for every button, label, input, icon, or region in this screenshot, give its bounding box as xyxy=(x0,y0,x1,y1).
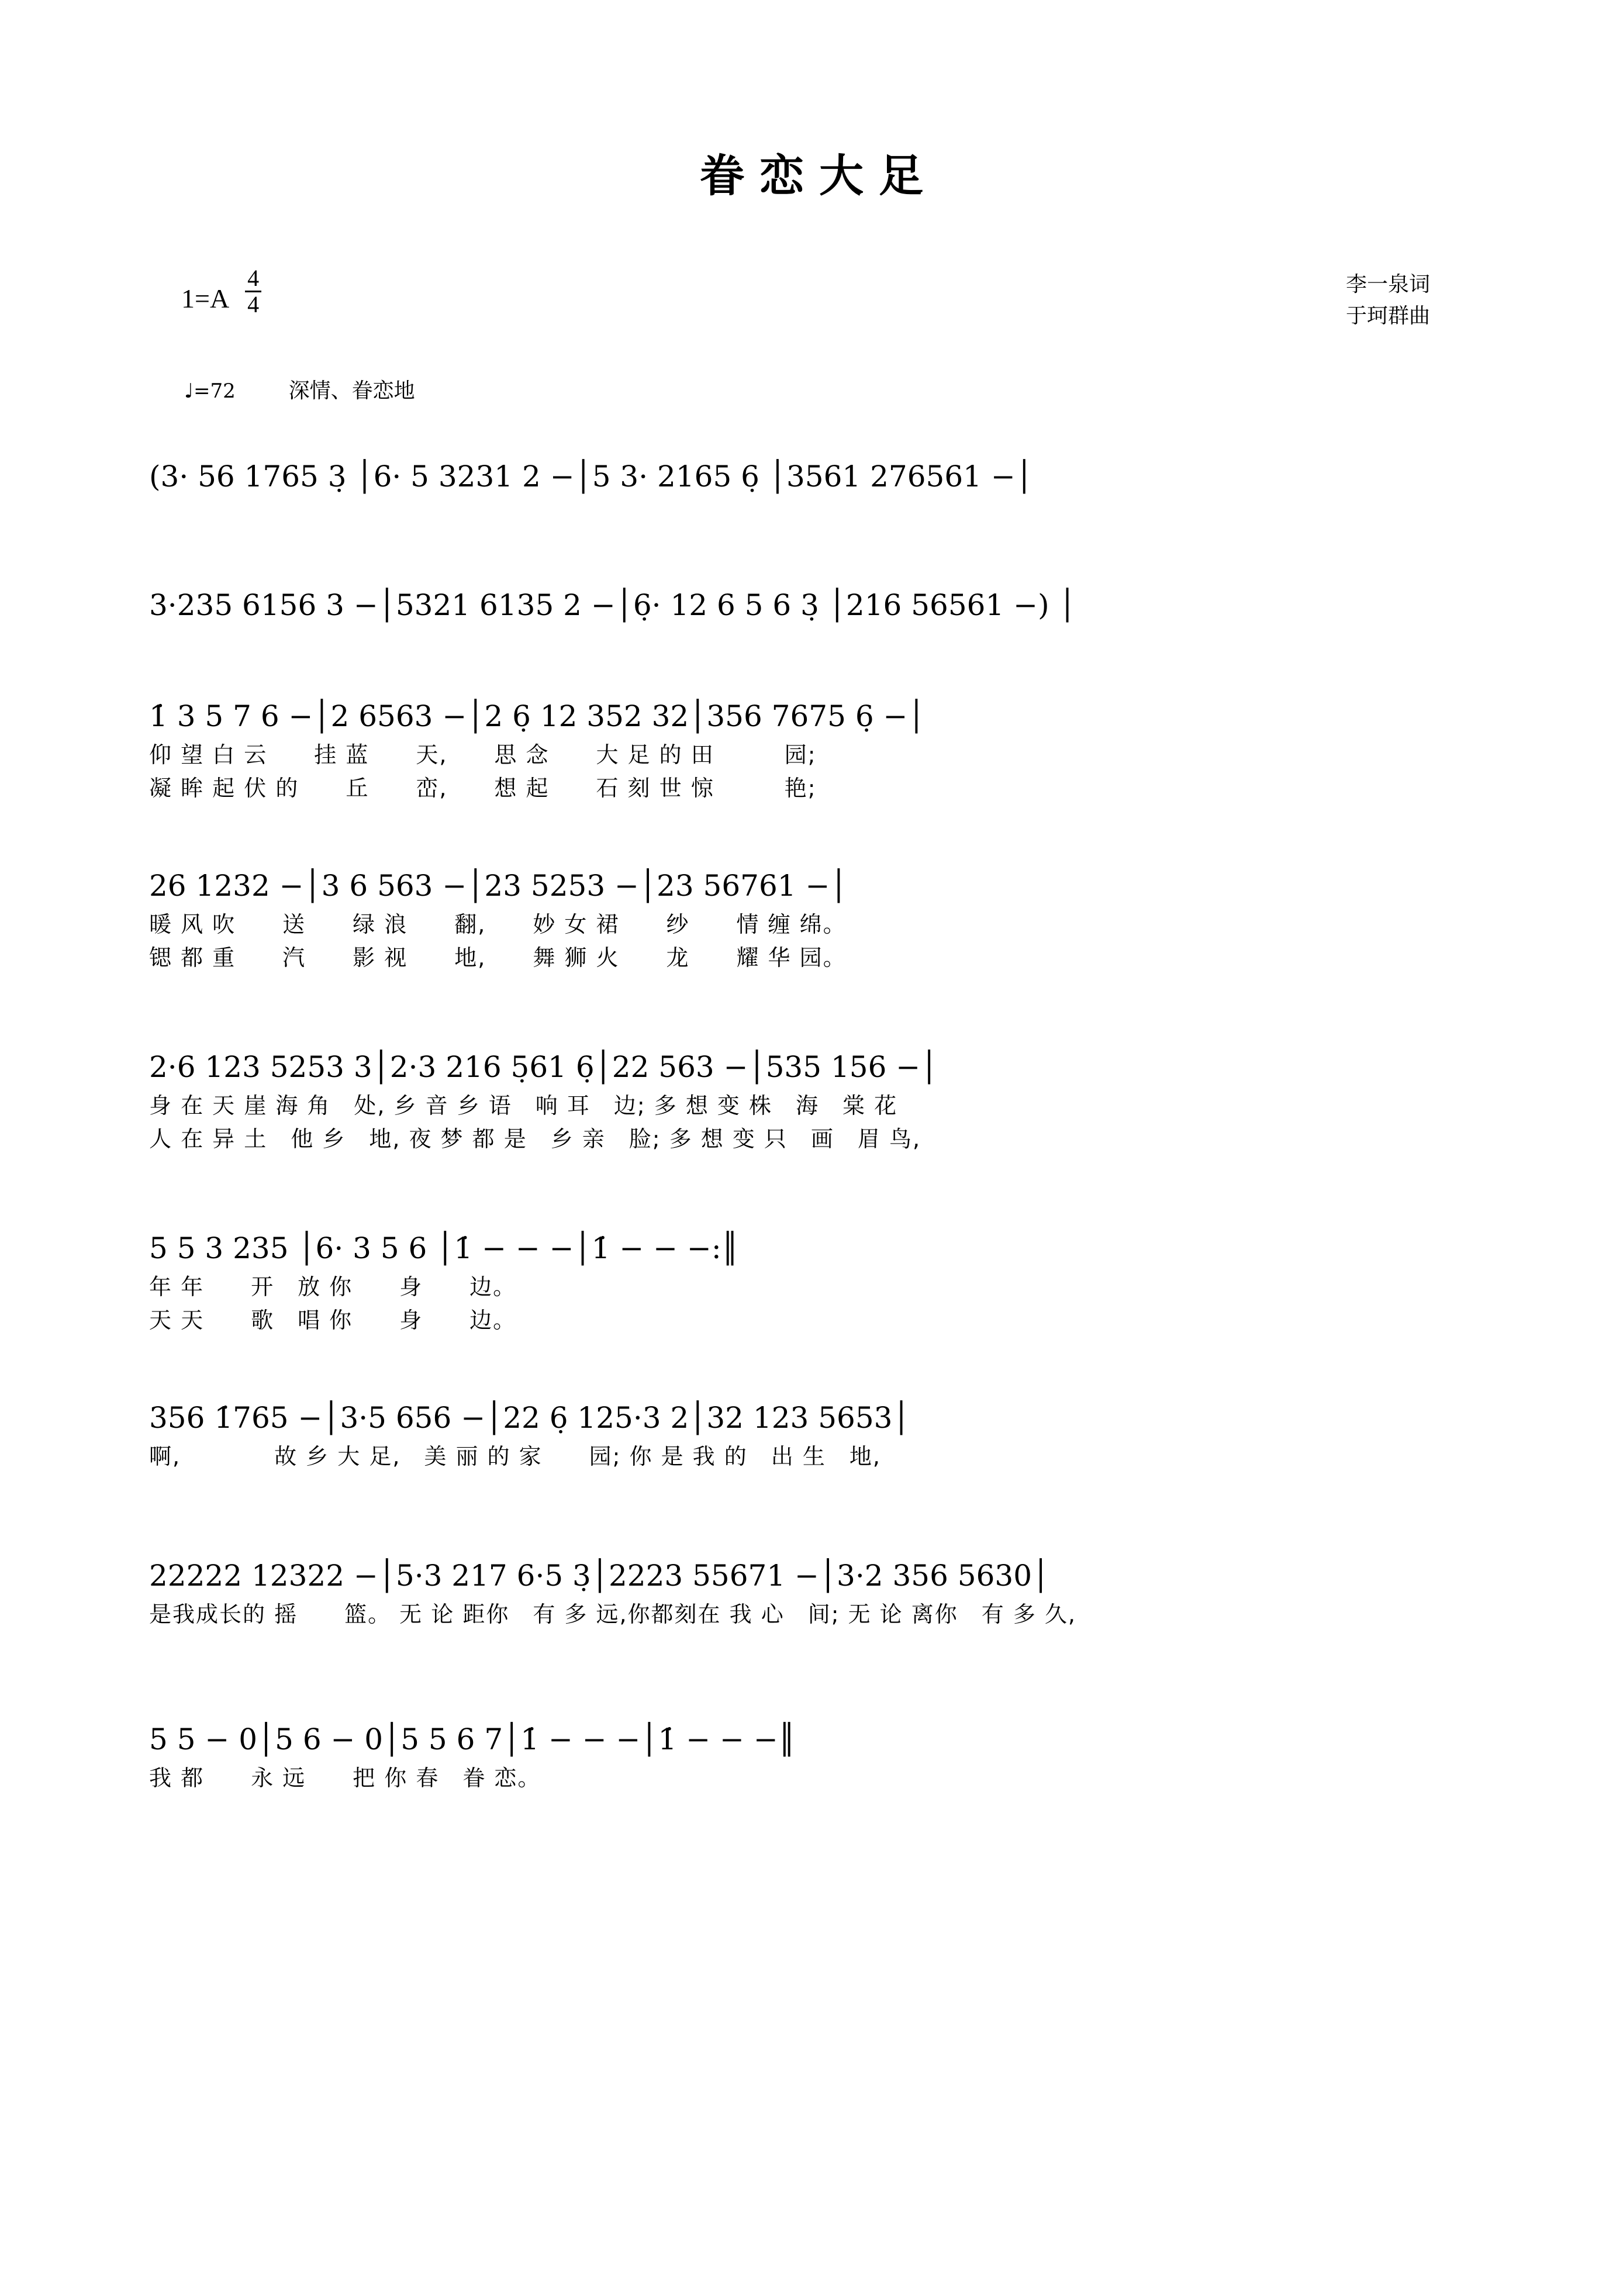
lyric-line-chorus: 啊, 故 乡 大 足, 美 丽 的 家 园; 你 是 我 的 出 生 地, xyxy=(149,1444,881,1469)
lyric-line-verse1: 身 在 天 崖 海 角 处, 乡 音 乡 语 响 耳 边; 多 想 变 株 海 棠 花 xyxy=(149,1093,898,1118)
music-system-6 xyxy=(149,1231,1476,1337)
notation-line: 22222 12322 −│5·3 217 6·5 3̣│2223 55671 −│3·2 356 5630│ xyxy=(149,1559,1050,1593)
lyric-line-verse1: 仰 望 白 云 挂 蓝 天, 思 念 大 足 的 田 园; xyxy=(149,742,817,768)
composer-credit: 于珂群曲 xyxy=(1345,304,1430,328)
notation-line: 1̇ 3 5 7 6 −│2 6563 −│2 6̣ 12 352 32│356 7675 6̣ −│ xyxy=(149,699,926,733)
credits xyxy=(1346,269,1430,332)
music-system-4 xyxy=(149,871,1476,974)
lyric-line-chorus: 我 都 永 远 把 你 春 眷 恋。 xyxy=(149,1765,541,1791)
lyric-line-verse2: 锶 都 重 汽 影 视 地, 舞 狮 火 龙 耀 华 园。 xyxy=(149,945,847,971)
time-signature-denominator: 4 xyxy=(247,291,260,317)
notation-line: 5 5 − 0│5 6 − 0│5 5 6 7│1̇ − − −│1̇ − − −║ xyxy=(149,1722,796,1756)
music-system-9 xyxy=(149,1722,1476,1794)
key-signature xyxy=(181,266,261,317)
notation-line: 356 1̇765 −│3·5 656 −│22 6̣ 125·3 2│32 123 5653│ xyxy=(149,1401,910,1435)
lyric-line-verse2: 人 在 异 土 他 乡 地, 夜 梦 都 是 乡 亲 脸; 多 想 变 只 画 眉 鸟, xyxy=(149,1126,921,1152)
expression-marking: 深情、眷恋地 xyxy=(288,379,415,403)
time-signature xyxy=(245,266,261,317)
notation-line: 2·6 123 5253 3│2·3 216 5̣61 6̣│22 563 −│535 156 −│ xyxy=(149,1050,938,1084)
lyricist-credit: 李一泉词 xyxy=(1345,272,1430,296)
page-title: 眷恋大足 xyxy=(700,150,938,202)
music-system-3 xyxy=(149,699,1476,805)
lyric-line-verse1: 暖 风 吹 送 绿 浪 翻, 妙 女 裙 纱 情 缠 绵。 xyxy=(149,912,847,937)
lyric-line-chorus: 是我成长的 摇 篮。 无 论 距你 有 多 远,你都刻在 我 心 间; 无 论 离你 有 多 久, xyxy=(149,1601,1076,1627)
music-system-2 xyxy=(149,588,1476,622)
tempo-marking xyxy=(184,374,415,404)
lyric-line-verse2: 天 天 歌 唱 你 身 边。 xyxy=(149,1307,517,1334)
music-system-8 xyxy=(149,1561,1476,1631)
music-system-1 xyxy=(149,462,1476,491)
lyric-line-verse1: 年 年 开 放 你 身 边。 xyxy=(149,1274,517,1300)
music-system-5 xyxy=(149,1052,1476,1155)
notation-line: (3· 56 1765 3̣ │6· 5 3231 2 −│5 3· 2165 6̣ │3561 276561 −│ xyxy=(149,460,1033,493)
notation-line: 5 5 3 235 │6· 3 5 6 │1̇ − − −│1̇ − − −:║ xyxy=(149,1231,739,1265)
notation-line: 26 1232 −│3 6 563 −│23 5253 −│23 56761 −│ xyxy=(149,869,848,903)
time-signature-numerator: 4 xyxy=(245,266,261,292)
notation-line: 3·235 6156 3 −│5321 6135 2 −│6̣· 12 6 5 6 3̣ │216 56561 −) │ xyxy=(149,588,1076,622)
key-signature-text: 1=A xyxy=(181,284,228,313)
tempo-value: ♩=72 xyxy=(184,379,236,403)
music-system-7 xyxy=(149,1403,1476,1473)
lyric-line-verse2: 凝 眸 起 伏 的 丘 峦, 想 起 石 刻 世 惊 艳; xyxy=(149,775,817,802)
